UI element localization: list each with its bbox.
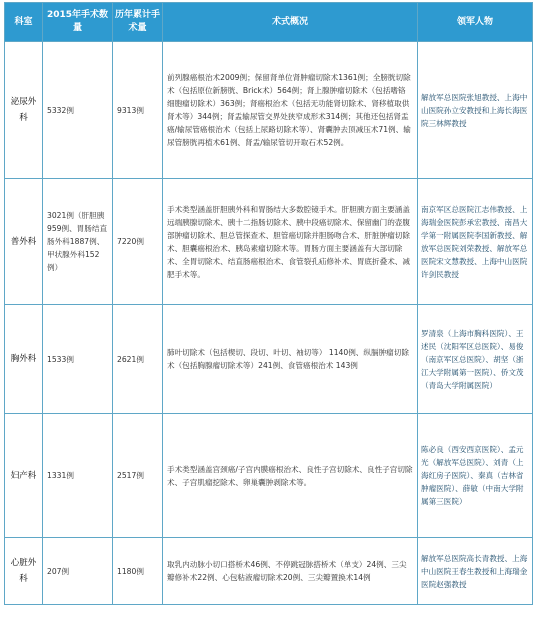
- procedures-cell: 前列腺癌根治术2009例；保留肾单位肾肿瘤切除术1361例；全膀胱切除术（包括原位新膀胱、Brick术）564例；肾上腺肿瘤切除术（包括嗜铬细胞瘤切除术）363例；肾癌根治术（包括无功能肾切除术、肾移植取供肾术等）344例；肾盂输尿管交界处狭窄成形术314例；其他还包括肾盂癌/输尿管癌根治术（包括上尿路切除术等）、肾囊肿去顶减压术71例、输尿管膀胱再植术61例、肾盂/输尿管切开取石术52例。: [163, 42, 418, 179]
- procedures-cell: 取乳内动脉小切口搭桥术46例、不停跳冠脉搭桥术（单支）24例、三尖瓣修补术22例、心包粘液瘤切除术20例、三尖瓣置换术14例: [163, 538, 418, 605]
- count-2015-cell: 3021例（肝胆胰959例、胃肠结直肠外科1887例、甲状腺外科152例）: [43, 179, 113, 305]
- dept-cell: 妇产科: [5, 414, 43, 538]
- leaders-cell: 解放军总医院高长青教授、上海中山医院王春生教授和上海瑞金医院赵强教授: [418, 538, 533, 605]
- table-row: [5, 42, 533, 179]
- cumulative-cell: 1180例: [113, 538, 163, 605]
- leaders-cell: 解放军总医院张旭教授、上海中山医院孙立安教授和上海长海医院三林辉教授: [418, 42, 533, 179]
- cumulative-cell: 2517例: [113, 414, 163, 538]
- table-row: [5, 538, 533, 605]
- cumulative-cell: 2621例: [113, 305, 163, 414]
- procedures-cell: 手术类型涵盖肝胆胰外科和胃肠结大多数腔镜手术。肝胆胰方面主要涵盖远端胰腺切除术、胰十二指肠切除术、胰中段癌切除术、保留幽门的壶腹部肿瘤切除术、胆总管探查术、胆管癌切除并胆肠吻合术、肝脏肿瘤切除术、胆囊癌根治术、胰岛素瘤切除术等。胃肠方面主要涵盖有大部切除术、全胃切除术、结直肠癌根治术、食管裂孔疝修补术、胃底折叠术、减肥手术等。: [163, 179, 418, 305]
- table-container: [4, 2, 532, 605]
- count-2015-cell: 207例: [43, 538, 113, 605]
- header-leaders: 领军人物: [418, 3, 533, 42]
- leaders-cell: 南京军区总医院江志伟教授、上海瑞金医院彭承宏教授、南昌大学第一附属医院李国新教授、解放军总医院刘荣教授、解放军总医院宋文慧教授、上海中山医院许剑民教授: [418, 179, 533, 305]
- dept-cell: 胸外科: [5, 305, 43, 414]
- leaders-cell: 陈必良（西安西京医院）、孟元光（解放军总医院）、刘青（上海红房子医院）、秦真（吉林省肿瘤医院）、薛敏（中南大学附属第三医院）: [418, 414, 533, 538]
- header-cumulative: 历年累计手术量: [113, 3, 163, 42]
- dept-cell: 心脏外科: [5, 538, 43, 605]
- cumulative-cell: 7220例: [113, 179, 163, 305]
- header-procedures: 术式概况: [163, 3, 418, 42]
- cumulative-cell: 9313例: [113, 42, 163, 179]
- leaders-cell: 罗清泉（上海市胸科医院）、王述民（沈阳军区总医院）、易俊（南京军区总医院）、胡坚（浙江大学附属第一医院）、侨文茂（青岛大学附属医院）: [418, 305, 533, 414]
- dept-cell: 泌尿外科: [5, 42, 43, 179]
- count-2015-cell: 1533例: [43, 305, 113, 414]
- header-row: [5, 3, 533, 42]
- table-row: [5, 414, 533, 538]
- procedures-cell: 肺叶切除术（包括楔切、段切、叶切、袖切等） 1140例、纵膈肿瘤切除术（包括胸腺瘤切除术等）241例、食管癌根治术 143例: [163, 305, 418, 414]
- header-count-2015: 2015年手术数量: [43, 3, 113, 42]
- count-2015-cell: 1331例: [43, 414, 113, 538]
- table-row: [5, 179, 533, 305]
- surgery-statistics-table: [4, 2, 533, 605]
- count-2015-cell: 5332例: [43, 42, 113, 179]
- table-row: [5, 305, 533, 414]
- procedures-cell: 手术类型涵盖宫颈癌/子宫内膜癌根治术、良性子宫切除术、良性子宫切除术、子宫肌瘤挖除术、卵巢囊肿剥除术等。: [163, 414, 418, 538]
- header-dept: 科室: [5, 3, 43, 42]
- dept-cell: 普外科: [5, 179, 43, 305]
